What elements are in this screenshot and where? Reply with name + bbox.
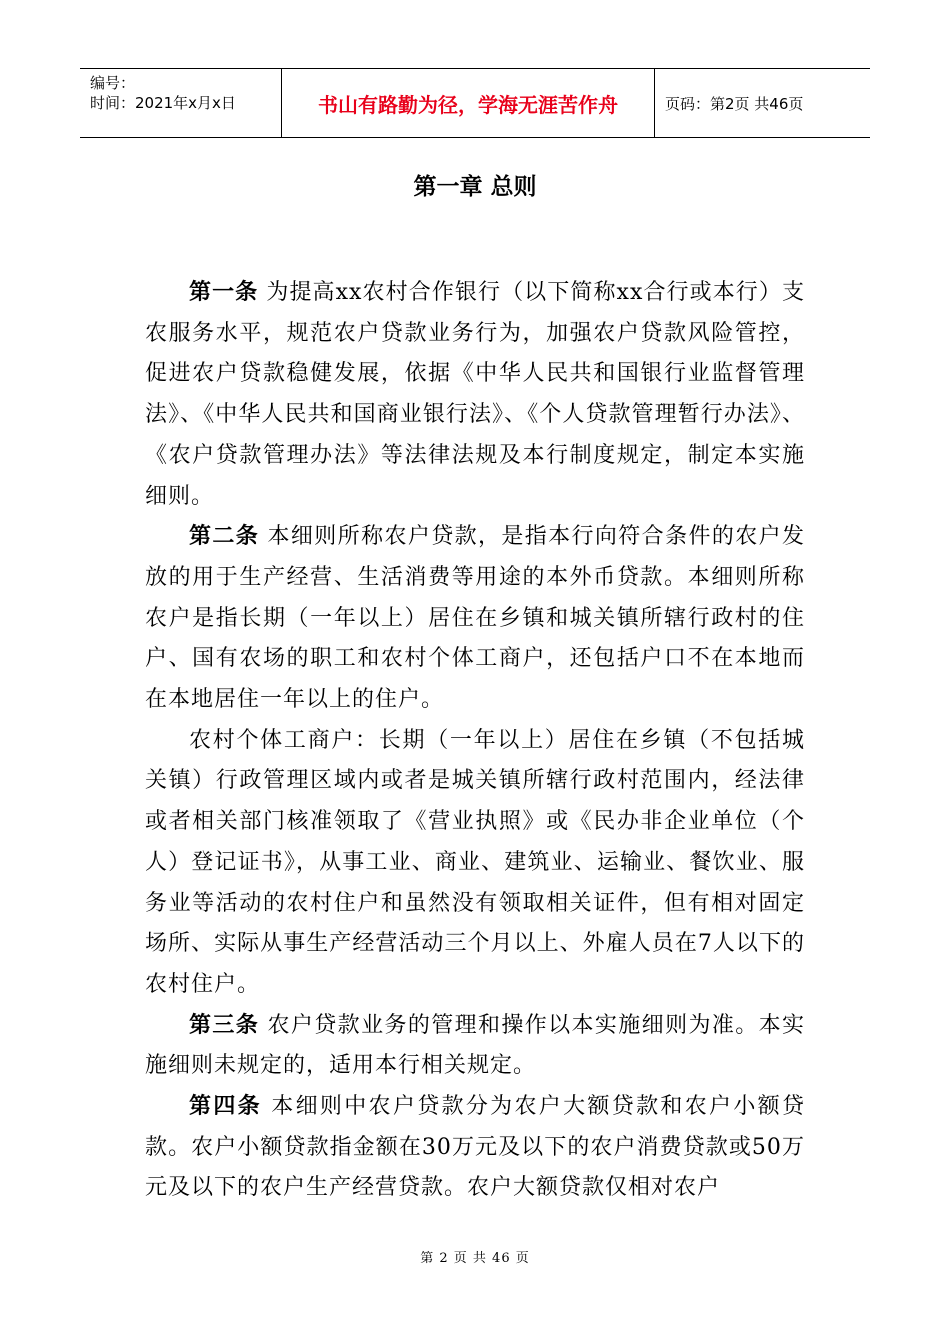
paragraph-text: 农户贷款业务的管理和操作以本实施细则为准。本实施细则未规定的，适用本行相关规定。	[145, 1012, 805, 1079]
paragraph-text: 农村个体工商户：长期（一年以上）居住在乡镇（不包括城关镇）行政管理区域内或者是城关镇所辖行政村范围内，经法律或者相关部门核准领取了《营业执照》或《民办非企业单位（个人）登记证书》，从事工业、商业、建筑业、运输业、餐饮业、服务业等活动的农村住户和虽然没有领取相关证件，但有相对固定场所、实际从事生产经营活动三个月以上、外雇人员在7人以下的农村住户。	[145, 727, 805, 997]
paragraph-text: 本细则中农户贷款分为农户大额贷款和农户小额贷款。农户小额贷款指金额在30万元及以下的农户消费贷款或50万元及以下的农户生产经营贷款。农户大额贷款仅相对农户	[145, 1094, 805, 1201]
date-label: 时间：2021年x月x日	[90, 94, 236, 112]
article-number: 第三条	[189, 1012, 260, 1038]
paragraph	[145, 1006, 805, 1087]
article-number: 第二条	[189, 524, 260, 550]
paragraph-text: 为提高xx农村合作银行（以下简称xx合行或本行）支农服务水平，规范农户贷款业务行为，加强农户贷款风险管控，促进农户贷款稳健发展，依据《中华人民共和国银行业监督管理法》、《中华人民共和国商业银行法》、《个人贷款管理暂行办法》、《农户贷款管理办法》等法律法规及本行制度规定，制定本实施细则。	[145, 280, 805, 509]
paragraph	[145, 721, 805, 1006]
paragraph	[145, 517, 805, 721]
chapter-title: 第一章 总则	[413, 174, 537, 200]
paragraph	[145, 1087, 805, 1209]
number-label: 编号：	[90, 74, 136, 92]
document-body	[145, 273, 805, 1209]
header-meta-cell	[80, 69, 282, 137]
paragraph	[145, 273, 805, 517]
page-info: 页码：第2页 共46页	[665, 94, 804, 113]
paragraph-text: 本细则所称农户贷款，是指本行向符合条件的农户发放的用于生产经营、生活消费等用途的本外币贷款。本细则所称农户是指长期（一年以上）居住在乡镇和城关镇所辖行政村的住户、国有农场的职工和农村个体工商户，还包括户口不在本地而在本地居住一年以上的住户。	[145, 524, 805, 713]
motto: 书山有路勤为径，学海无涯苦作舟	[282, 69, 655, 137]
article-number: 第四条	[189, 1094, 262, 1120]
article-number: 第一条	[189, 280, 259, 305]
page-footer: 第 2 页 共 46 页	[420, 1251, 530, 1266]
header-table	[80, 68, 870, 138]
